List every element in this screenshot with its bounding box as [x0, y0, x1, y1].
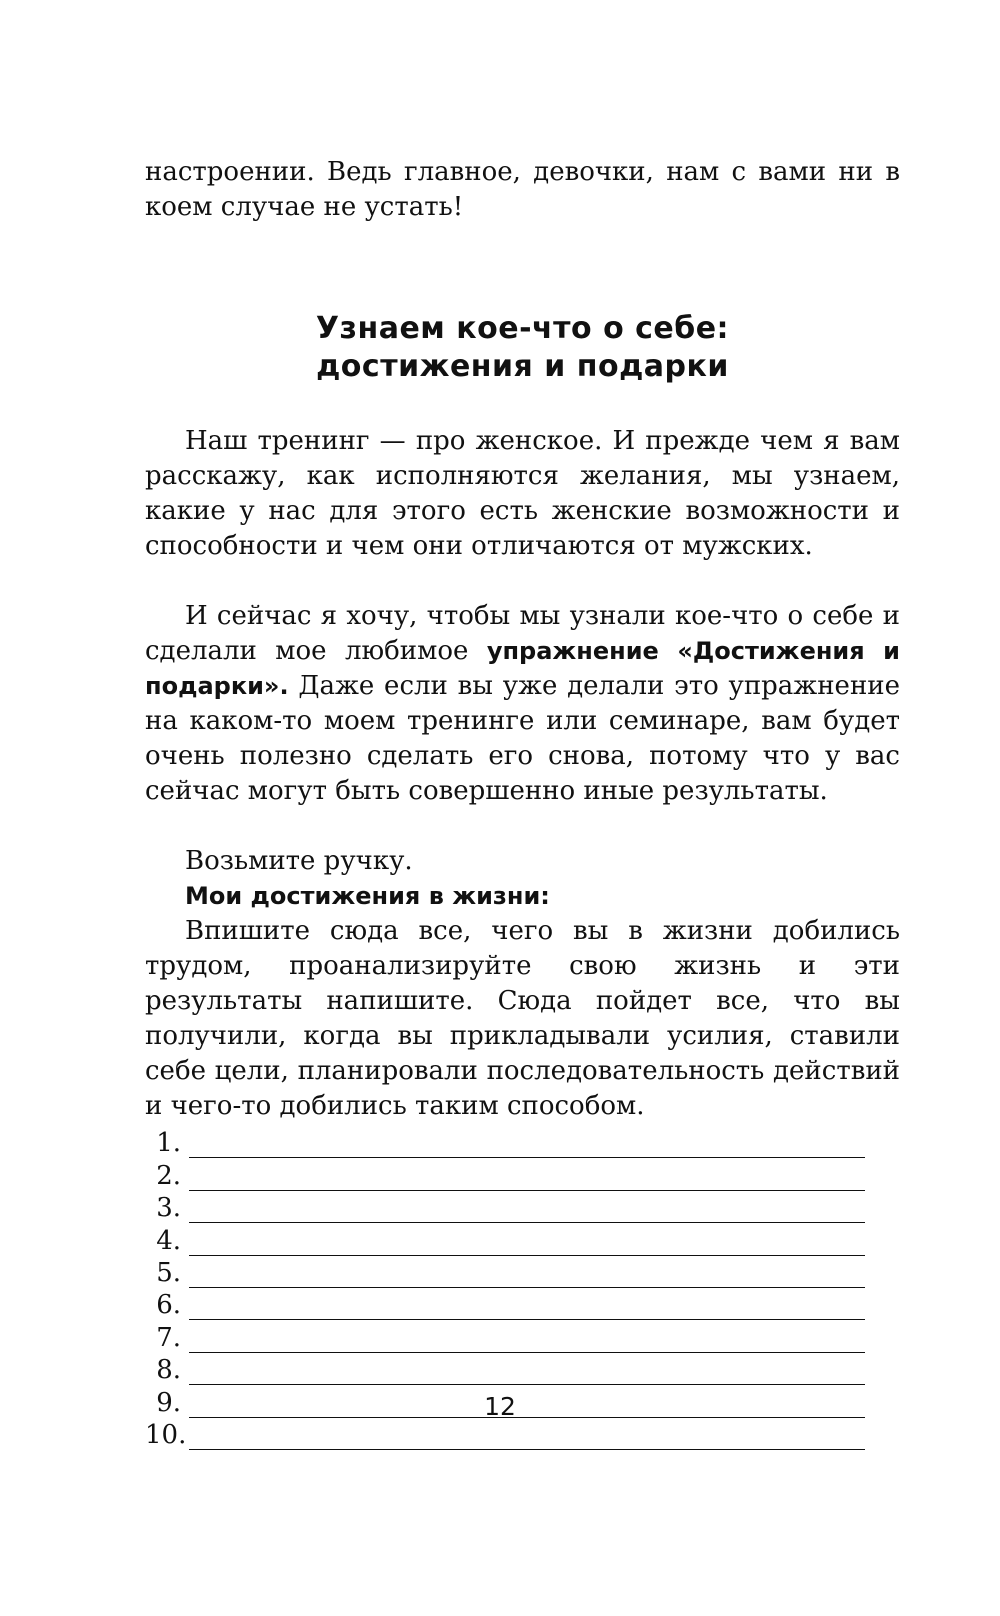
page-number: 12 [484, 1392, 516, 1421]
fill-line-number: 1. [156, 1128, 181, 1159]
fill-line-rule[interactable] [189, 1360, 865, 1385]
exercise-name: упражнение «Достижения и подарки». [145, 637, 900, 700]
fill-line-rule[interactable] [189, 1295, 865, 1320]
paragraph-exercise-text: И сейчас я хочу, чтобы мы узнали кое-что о себе и сделали мое любимое [145, 601, 900, 666]
fill-line[interactable] [145, 1256, 900, 1288]
fill-line-number: 10. [145, 1419, 187, 1450]
fill-line-number: 6. [156, 1290, 181, 1321]
fill-line-number: 9. [156, 1387, 181, 1418]
fill-line-number: 8. [156, 1355, 181, 1386]
instruction-text: Возьмите ручку. [185, 846, 413, 876]
fill-line-rule[interactable] [189, 1328, 865, 1353]
paragraph-achievements: Впишите сюда все, чего вы в жизни добились трудом, проанализируйте свою жизнь и эти результаты напишите. Сюда пойдет все, что вы получили, когда вы прикладывали усилия, ставили себе цели, планировали последовательность действий и чего-то добились таким способом. [145, 916, 900, 1121]
fill-line-number: 4. [156, 1225, 181, 1256]
fill-line[interactable] [145, 1353, 900, 1385]
fill-line[interactable] [145, 1158, 900, 1190]
paragraph-training: Наш тренинг — про женское. И прежде чем я вам расскажу, как исполняются желания, мы узнаем, какие у нас для этого есть женские возможности и способности и чем они отличаются от мужских. [145, 426, 900, 561]
fill-line-rule[interactable] [189, 1425, 865, 1450]
section-heading-line2: достижения и подарки [316, 349, 729, 384]
fill-line-number: 2. [156, 1160, 181, 1191]
fill-line-rule[interactable] [189, 1263, 865, 1288]
intro-paragraph: настроении. Ведь главное, девочки, нам с вами ни в коем случае не устать! [145, 157, 900, 222]
fill-line[interactable] [145, 1191, 900, 1223]
paragraph-exercise [145, 599, 900, 809]
section-heading [145, 310, 900, 386]
fill-line[interactable] [145, 1320, 900, 1352]
section-heading-line1: Узнаем кое-что о себе: [315, 311, 730, 346]
fill-line-rule[interactable] [189, 1133, 865, 1158]
fill-line[interactable] [145, 1223, 900, 1255]
fill-line-rule[interactable] [189, 1231, 865, 1256]
fill-line-rule[interactable] [189, 1166, 865, 1191]
fill-line-number: 7. [156, 1322, 181, 1353]
achievements-subheading: Мои достижения в жизни: [185, 882, 550, 910]
fill-line[interactable] [145, 1418, 900, 1450]
fill-line-rule[interactable] [189, 1198, 865, 1223]
page-body [145, 155, 900, 1450]
fill-line[interactable] [145, 1288, 900, 1320]
fill-line-number: 3. [156, 1193, 181, 1224]
paragraph-exercise-text-end: Даже если вы уже делали это упражнение на каком-то моем тренинге или семинаре, вам будет очень полезно сделать его снова, потому что у вас сейчас могут быть совершенно иные результаты. [145, 671, 900, 806]
fill-line-number: 5. [156, 1257, 181, 1288]
fill-line[interactable] [145, 1126, 900, 1158]
